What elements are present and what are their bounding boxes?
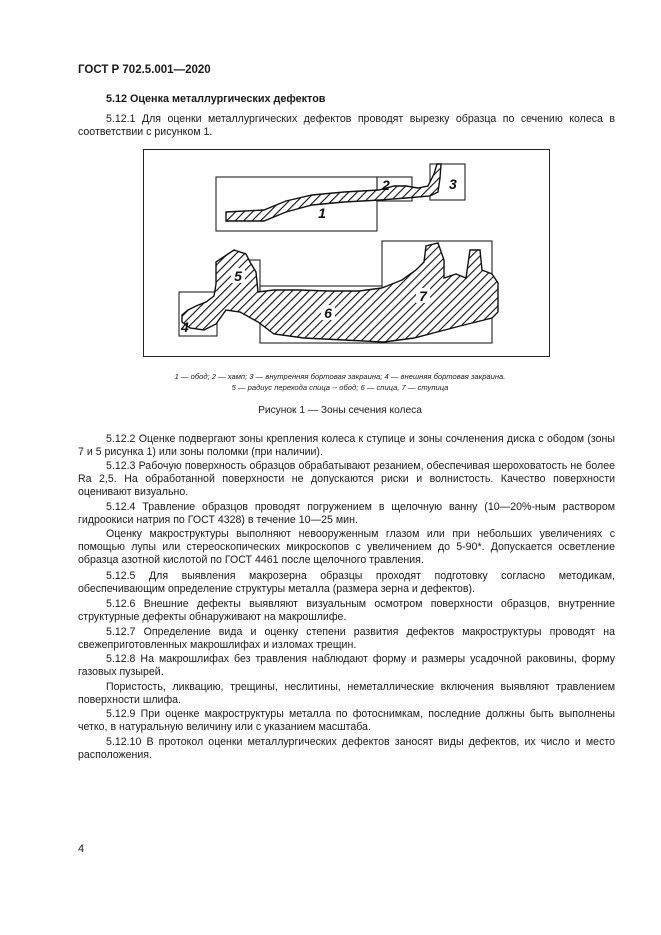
- paragraph-5-12-5: 5.12.5 Для выявления макрозерна образцы проходят подготовку согласно методикам, обеспечивающим определение структуры металла (размера зерна и дефектов).: [78, 570, 615, 595]
- section-title: 5.12 Оценка металлургических дефектов: [106, 93, 326, 105]
- wheel-section-drawing: [144, 150, 549, 356]
- paragraph-5-12-9: 5.12.9 При оценке макроструктуры металла по фотоснимкам, последние должны быть выполнены четко, в натуральную величину или с указанием масштаба.: [78, 708, 615, 733]
- zone-3-label: 3: [449, 176, 457, 192]
- paragraph-5-12-7: 5.12.7 Определение вида и оценку степени развития дефектов макроструктуры проводят на свежеприготовленных макрошлифах и изломах трещин.: [78, 626, 615, 651]
- paragraph-5-12-2: 5.12.2 Оценке подвергают зоны крепления колеса к ступице и зоны сочленения диска с ободом (зоны 7 и 5 рисунка 1) или зоны поломки (при наличии).: [78, 433, 615, 458]
- zone-1-label: 1: [318, 205, 326, 221]
- paragraph-5-12-6: 5.12.6 Внешние дефекты выявляют визуальным осмотром поверхности образцов, внутренние структурные дефекты обнаруживают на макрошлифе.: [78, 598, 615, 623]
- zone-4-label: 4: [181, 319, 189, 335]
- rim-profile: [226, 164, 441, 221]
- page-number: 4: [78, 843, 85, 855]
- zone-2-label: 2: [382, 177, 390, 193]
- paragraph-5-12-3: 5.12.3 Рабочую поверхность образцов обрабатывают резанием, обеспечивая шероховатость не более Ra 2,5. На обработанной поверхности не допускаются риски и волнистость. Качество поверхности оценивают визуально.: [78, 460, 615, 498]
- figure-legend-line-1: 1 — обод; 2 — хамп; 3 — внутренняя бортовая закраина; 4 — внешняя бортовая закраина.: [174, 372, 506, 381]
- paragraph-5-12-8: 5.12.8 На макрошлифах без травления наблюдают форму и размеры усадочной раковины, форму газовых пузырей.: [78, 653, 615, 678]
- paragraph-5-12-1: 5.12.1 Для оценки металлургических дефектов проводят вырезку образца по сечению колеса в соответствии с рисунком 1.: [78, 113, 615, 138]
- document-header: ГОСТ Р 702.5.001—2020: [78, 64, 211, 76]
- paragraph-5-12-10: 5.12.10 В протокол оценки металлургических дефектов заносят виды дефектов, их число и место расположения.: [78, 736, 615, 761]
- figure-legend-line-2: 5 — радиус перехода спица -- обод; 6 — спица, 7 — ступица: [231, 383, 449, 392]
- paragraph-5-12-4: 5.12.4 Травление образцов проводят погружением в щелочную ванну (10—20%-ным раствором гидроокиси натрия по ГОСТ 4328) в течение 10—25 мин.: [78, 501, 615, 526]
- wheel-disc-drawing: [179, 241, 498, 343]
- figure-wheel-section: [143, 149, 550, 357]
- paragraph-porosity: Пористость, ликвацию, трещины, неслитины, неметаллические включения выявляют травлением поверхности шлифа.: [78, 681, 615, 706]
- rim-section-drawing: [216, 164, 465, 231]
- zone-7-label: 7: [419, 288, 427, 304]
- figure-caption: Рисунок 1 — Зоны сечения колеса: [258, 405, 422, 416]
- zone-5-label: 5: [234, 268, 242, 284]
- wheel-profile: [182, 243, 498, 342]
- zone-6-label: 6: [324, 305, 332, 321]
- paragraph-macrostructure: Оценку макроструктуры выполняют невооруженным глазом или при небольших увеличениях с помощью лупы или стереоскопических микроскопов с увеличением до 5-90*. Допускается осветление образца азотной кислотой по ГОСТ 4461 после щелочного травления.: [78, 528, 615, 566]
